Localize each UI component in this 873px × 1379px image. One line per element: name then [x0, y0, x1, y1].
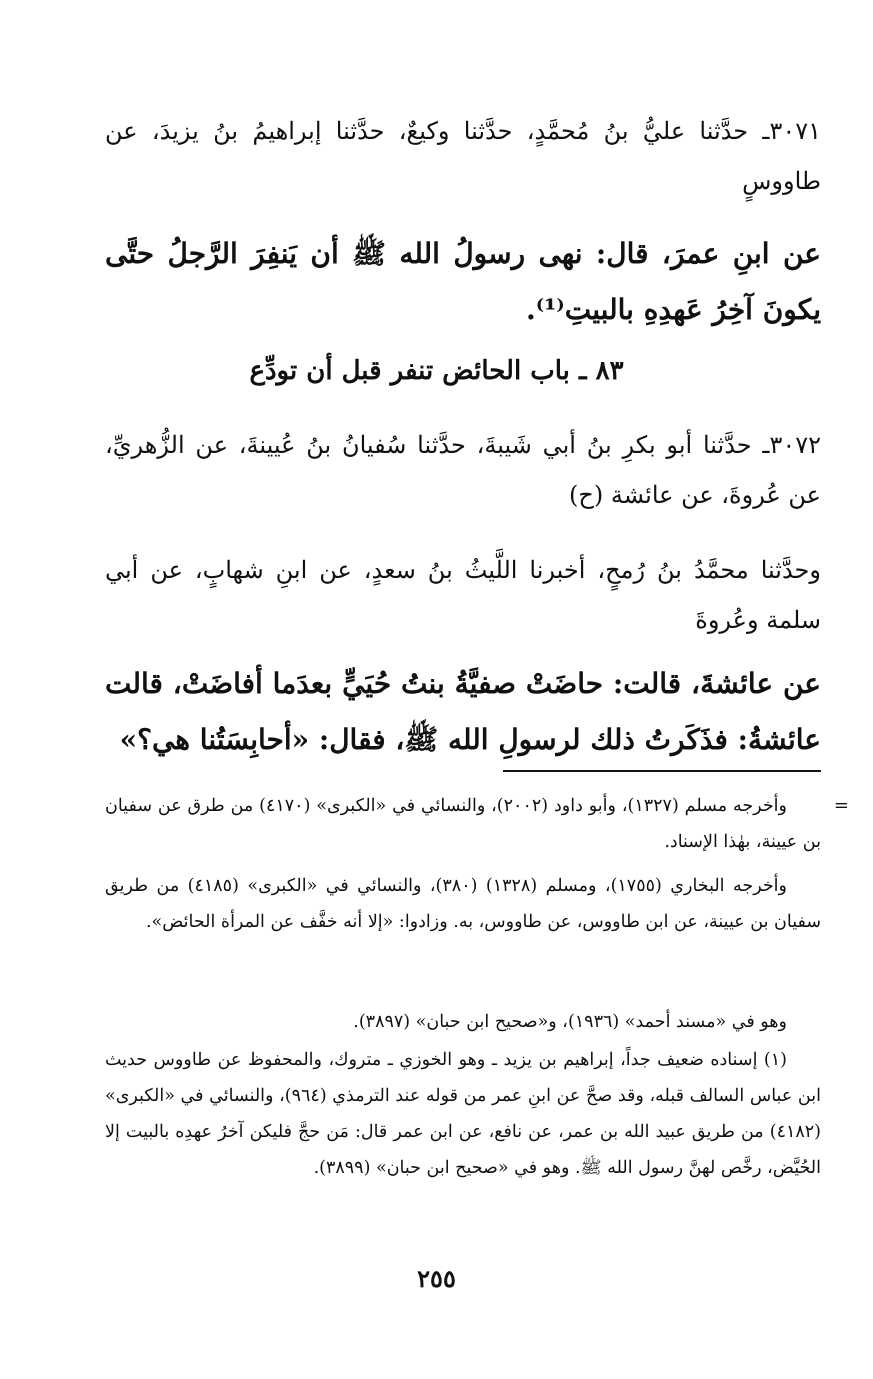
hadith-3072-isnad-primary: ٣٠٧٢ـ حدَّثنا أبو بكرِ بنُ أبي شَيبةَ، حدَّثنا سُفيانُ بنُ عُيينةَ، عن الزُّهريِّ، عن عُروةَ، عن عائشة (ح): [105, 431, 821, 509]
footnote-continuation-mark: =: [833, 795, 849, 816]
footnote-paragraph-3: وهو في «مسند أحمد» (١٩٣٦)، و«صحيح ابن حبان» (٣٨٩٧).: [353, 1012, 787, 1032]
page-number: ٢٥٥: [417, 1264, 456, 1293]
hadith-3071-matn: عن ابنِ عمرَ، قال: نهى رسولُ الله ﷺ أن يَنفِرَ الرَّجلُ حتَّى يكونَ آخِرُ عَهدِهِ بالبيتِ⁽¹⁾.: [105, 237, 821, 326]
footnote-paragraph-1: وأخرجه مسلم (١٣٢٧)، وأبو داود (٢٠٠٢)، والنسائي في «الكبرى» (٤١٧٠) من طرق عن سفيان بن عيينة، بهٰذا الإسناد.: [105, 796, 821, 852]
hadith-3072-matn: عن عائشةَ، قالت: حاضَتْ صفيَّةُ بنتُ حُيَيٍّ بعدَما أفاضَتْ، قالت عائشةُ: فذَكَرتُ ذلك لرسولِ الله ﷺ، فقال: «أحابِسَتُنا هي؟»: [105, 667, 821, 756]
footnote-paragraph-2: وأخرجه البخاري (١٧٥٥)، ومسلم (١٣٢٨) (٣٨٠)، والنسائي في «الكبرى» (٤١٨٥) من طريق سفيان بن عيينة، عن ابن طاووس، عن طاووس، به. وزادوا: «إلا أنه خفَّف عن المرأة الحائض».: [105, 876, 821, 932]
chapter-heading: ٨٣ ـ باب الحائض تنفر قبل أن تودِّع: [249, 356, 624, 386]
hadith-3072-isnad-secondary: وحدَّثنا محمَّدُ بنُ رُمحٍ، أخبرنا اللَّيثُ بنُ سعدٍ، عن ابنِ شهابٍ، عن أبي سلمة وعُروةَ: [105, 556, 821, 634]
footnote-paragraph-4: (١) إسناده ضعيف جداً، إبراهيم بن يزيد ـ وهو الخوزي ـ متروك، والمحفوظ عن طاووس حديث ابن عباس السالف قبله، وقد صحَّ عن ابنِ عمر من قوله عند الترمذي (٩٦٤)، والنسائي في «الكبرى» (٤١٨٢) من طريق عبيد الله بن عمر، عن نافع، عن ابن عمر قال: مَن حجَّ فليكن آخرُ عهدِه بالبيت إلا الحُيَّض، رخَّص لهنَّ رسول الله ﷺ. وهو في «صحيح ابن حبان» (٣٨٩٩).: [105, 1050, 821, 1178]
footnote-separator: [503, 770, 821, 772]
hadith-3071-isnad: ٣٠٧١ـ حدَّثنا عليُّ بنُ مُحمَّدٍ، حدَّثنا وكيعٌ، حدَّثنا إبراهيمُ بنُ يزيدَ، عن طاووسٍ: [105, 117, 821, 195]
